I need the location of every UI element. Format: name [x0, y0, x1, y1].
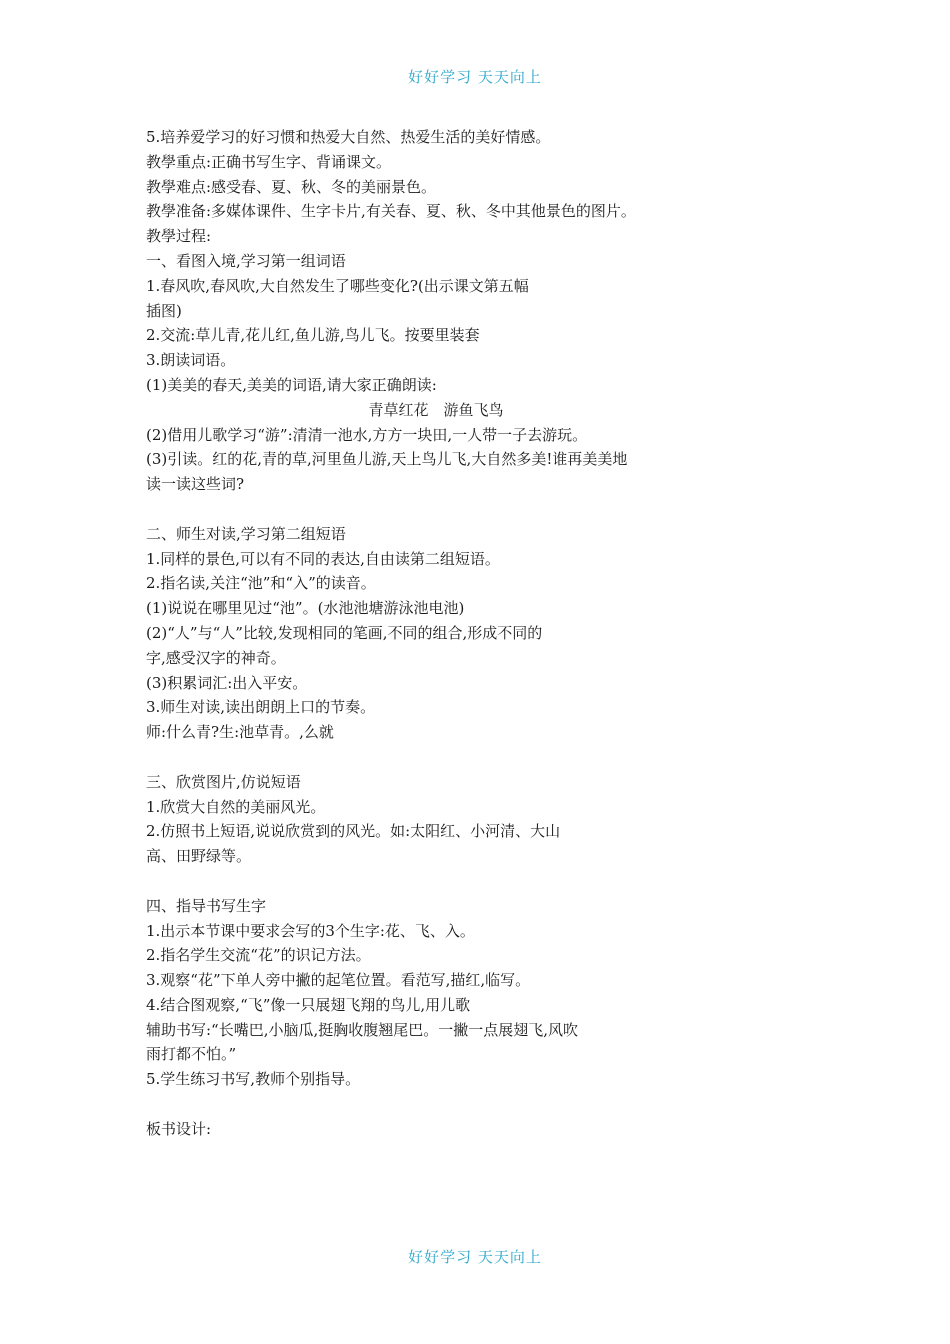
- text-line: 三、欣赏图片,仿说短语: [146, 772, 301, 791]
- text-line: 师:什么青?生:池草青。,么就: [146, 723, 334, 742]
- text-line: 青草红花 游鱼飞鸟: [368, 400, 504, 419]
- text-line: 2.指名学生交流“花”的识记方法。: [146, 946, 371, 965]
- text-line: 3.朗读词语。: [146, 351, 236, 370]
- text-line: (2)“人”与“人”比较,发现相同的笔画,不同的组合,形成不同的: [146, 623, 543, 642]
- text-line: 5.培养爱学习的好习惯和热爱大自然、热爱生活的美好情感。: [146, 128, 551, 146]
- text-line: (1)说说在哪里见过“池”。(水池池塘游泳池电池): [146, 599, 465, 618]
- text-line: 四、指导书写生字: [146, 896, 267, 915]
- text-line: (3)积累词汇:出入平安。: [146, 673, 308, 692]
- blank-line: [146, 869, 766, 894]
- text-line: 一、看图入境,学习第一组词语: [146, 251, 346, 270]
- blank-line: [146, 497, 766, 522]
- text-line: 2.交流:草儿青,花儿红,鱼儿游,鸟儿飞。按要里装套: [146, 326, 480, 345]
- page-footer: 好好学习 天天向上: [408, 1248, 542, 1266]
- text-line: 插图): [146, 301, 182, 320]
- blank-line: [146, 1092, 766, 1117]
- text-line: 3.观察“花”下单人旁中撇的起笔位置。看范写,描红,临写。: [146, 971, 531, 990]
- text-line: 1.出示本节课中要求会写的3个生字:花、飞、入。: [146, 921, 475, 940]
- text-line: 1.欣赏大自然的美丽风光。: [146, 797, 326, 816]
- text-line: 2.仿照书上短语,说说欣赏到的风光。如:太阳红、小河清、大山: [146, 822, 561, 841]
- text-line: 1.春风吹,春风吹,大自然发生了哪些变化?(出示课文第五幅: [146, 276, 529, 295]
- text-line: (3)引读。红的花,青的草,河里鱼儿游,天上鸟儿飞,大自然多美!谁再美美地: [146, 450, 628, 469]
- document-body: [146, 125, 766, 1142]
- text-line: 教學难点:感受春、夏、秋、冬的美丽景色。: [146, 177, 437, 196]
- page-header: 好好学习 天天向上: [408, 68, 542, 86]
- text-line: 教學过程:: [146, 227, 212, 246]
- text-line: (2)借用儿歌学习“游”:清清一池水,方方一块田,一人带一子去游玩。: [146, 425, 588, 444]
- text-line: 雨打都不怕。”: [146, 1045, 237, 1064]
- blank-line: [146, 745, 766, 770]
- text-line: 3.师生对读,读出朗朗上口的节奏。: [146, 698, 376, 717]
- text-line: 读一读这些词?: [146, 475, 245, 494]
- text-line: 二、师生对读,学习第二组短语: [146, 524, 346, 543]
- text-line: 教學重点:正确书写生字、背诵课文。: [146, 152, 392, 171]
- text-line: 2.指名读,关注“池”和“入”的读音。: [146, 574, 376, 593]
- text-line: (1)美美的春天,美美的词语,请大家正确朗读:: [146, 375, 437, 394]
- text-line: 5.学生练习书写,教师个别指导。: [146, 1070, 361, 1089]
- text-line: 辅助书写:“长嘴巴,小脑瓜,挺胸收腹翘尾巴。一撇一点展翅飞,风吹: [146, 1020, 579, 1039]
- text-line: 教學准备:多媒体课件、生字卡片,有关春、夏、秋、冬中其他景色的图片。: [146, 202, 636, 221]
- text-line: 高、田野绿等。: [146, 847, 252, 866]
- text-line: 1.同样的景色,可以有不同的表达,自由读第二组短语。: [146, 549, 500, 568]
- text-line: 字,感受汉字的神奇。: [146, 648, 286, 667]
- text-line: 4.结合图观察,“飞”像一只展翅飞翔的鸟儿,用儿歌: [146, 995, 471, 1014]
- text-line: 板书设计:: [146, 1119, 212, 1138]
